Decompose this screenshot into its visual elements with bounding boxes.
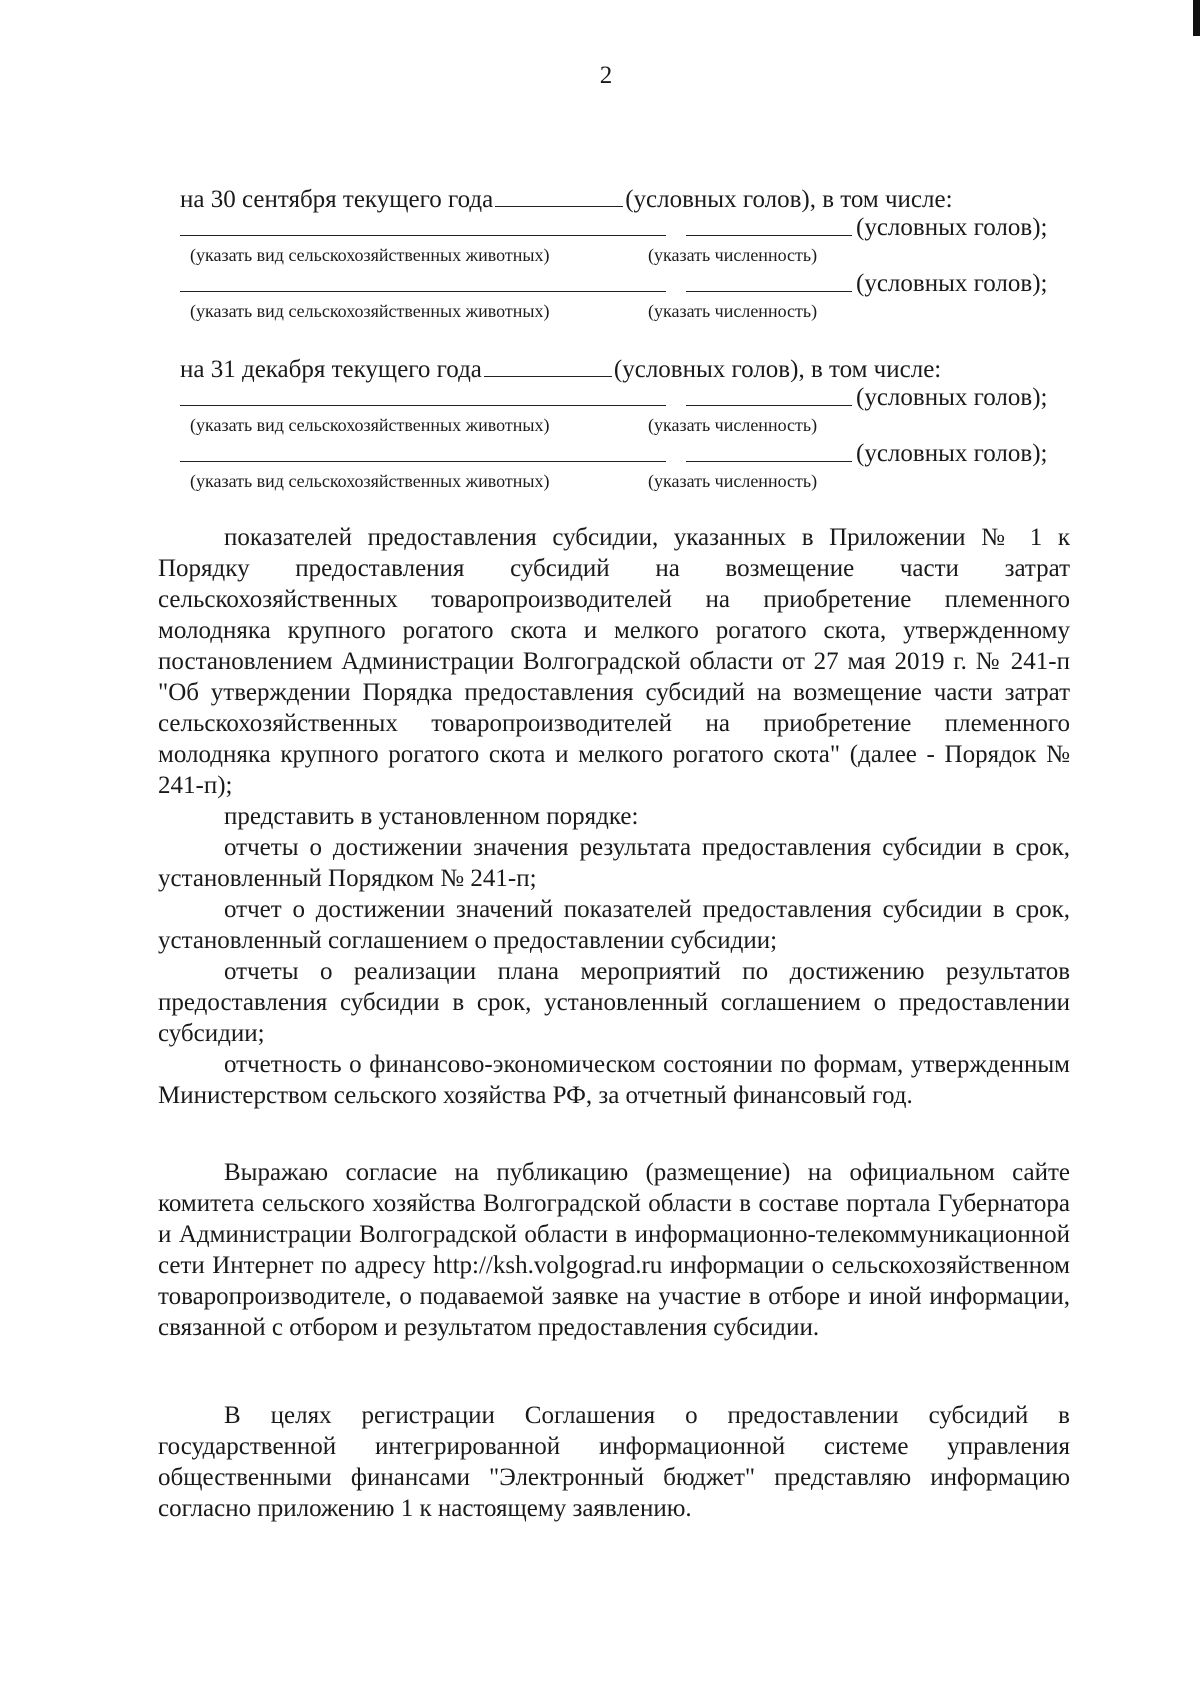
page-number: 2: [599, 62, 613, 89]
obligations-section: [158, 522, 1070, 1111]
animal-type-caption: (указать вид сельскохозяйственных животных): [190, 415, 550, 435]
financial-report-paragraph: отчетность о финансово-экономическом состоянии по формам, утвержденным Министерством сельского хозяйства РФ, за отчетный финансовый год.: [158, 1051, 1070, 1109]
animal-count-blank[interactable]: [686, 460, 852, 462]
animal-type-caption: (указать вид сельскохозяйственных животных): [190, 301, 550, 321]
consent-paragraph: Выражаю согласие на публикацию (размещение) на официальном сайте комитета сельского хозяйства Волгоградской области в составе портала Губернатора и Администрации Волгоградской области в информационно-телекоммуникационной сети Интернет по адресу http://ksh.volgograd.ru информации о сельскохозяйственном товаропроизводителе, о подаваемой заявке на участие в отборе и иной информации, связанной с отбором и результатом предоставления субсидии.: [158, 1159, 1070, 1341]
submit-intro-paragraph: представить в установленном порядке:: [224, 803, 639, 830]
total-count-blank[interactable]: [484, 354, 612, 377]
entry-captions: [180, 412, 1060, 440]
date-suffix: (условных голов), в том числе:: [613, 356, 942, 383]
registration-section: [158, 1400, 1070, 1524]
animal-count-caption: (указать численность): [648, 245, 818, 265]
animal-entry-row: [180, 270, 1060, 298]
date-prefix: на 30 сентября текущего года: [180, 186, 494, 213]
entry-captions: [180, 298, 1060, 326]
entry-captions: [180, 242, 1060, 270]
entry-captions: [180, 468, 1060, 496]
animal-entry-row: [180, 384, 1060, 412]
total-count-blank[interactable]: [495, 184, 623, 207]
animal-count-blank[interactable]: [686, 290, 852, 292]
unit-label: (условных голов);: [856, 384, 1048, 411]
animal-count-caption: (указать численность): [648, 471, 818, 491]
date-line: [180, 354, 1060, 384]
animal-count-blank[interactable]: [686, 404, 852, 406]
animal-type-blank[interactable]: [180, 234, 666, 236]
animal-entry-row: [180, 214, 1060, 242]
scan-edge-mark: [1193, 0, 1200, 36]
report-indicators-paragraph: отчет о достижении значений показателей предоставления субсидии в срок, установленный соглашением о предоставлении субсидии;: [158, 896, 1070, 954]
animal-count-caption: (указать численность): [648, 301, 818, 321]
unit-label: (условных голов);: [856, 440, 1048, 467]
livestock-block-december: [180, 354, 1060, 496]
report-result-paragraph: отчеты о достижении значения результата предоставления субсидии в срок, установленный Порядком № 241-п;: [158, 834, 1070, 892]
animal-count-blank[interactable]: [686, 234, 852, 236]
date-prefix: на 31 декабря текущего года: [180, 356, 482, 383]
report-plan-paragraph: отчеты о реализации плана мероприятий по достижению результатов предоставления субсидии в срок, установленный соглашением о предоставлении субсидии;: [158, 958, 1070, 1047]
animal-type-blank[interactable]: [180, 460, 666, 462]
animal-type-caption: (указать вид сельскохозяйственных животных): [190, 245, 550, 265]
unit-label: (условных голов);: [856, 270, 1048, 297]
consent-section: [158, 1157, 1070, 1343]
date-line: [180, 184, 1060, 214]
animal-type-blank[interactable]: [180, 290, 666, 292]
animal-type-blank[interactable]: [180, 404, 666, 406]
animal-type-caption: (указать вид сельскохозяйственных животных): [190, 471, 550, 491]
registration-paragraph: В целях регистрации Соглашения о предоставлении субсидий в государственной интегрированной информационной системе управления общественными финансами "Электронный бюджет" представляю информацию согласно приложению 1 к настоящему заявлению.: [158, 1402, 1070, 1522]
livestock-block-september: [180, 184, 1060, 326]
animal-count-caption: (указать численность): [648, 415, 818, 435]
date-suffix: (условных голов), в том числе:: [625, 186, 953, 213]
indicators-paragraph: показателей предоставления субсидии, указанных в Приложении № 1 к Порядку предоставления субсидий на возмещение части затрат сельскохозяйственных товаропроизводителей на приобретение племенного молодняка крупного рогатого скота и мелкого рогатого скота, утвержденному постановлением Администрации Волгоградской области от 27 мая 2019 г. № 241-п "Об утверждении Порядка предоставления субсидий на возмещение части затрат сельскохозяйственных товаропроизводителей на приобретение племенного молодняка крупного рогатого скота и мелкого рогатого скота" (далее - Порядок № 241-п);: [158, 524, 1070, 799]
animal-entry-row: [180, 440, 1060, 468]
unit-label: (условных голов);: [856, 214, 1048, 241]
